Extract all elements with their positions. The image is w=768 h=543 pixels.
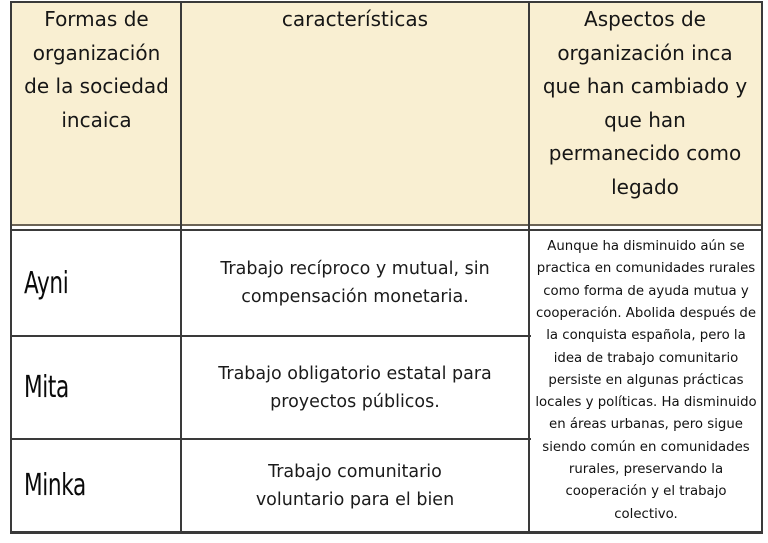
row-minka-form [12, 439, 181, 532]
header-characteristics-text: características [281, 7, 429, 31]
table-border-left [10, 1, 12, 534]
legacy-text: Aunque ha disminuido aún se practica en comunidades rurales como forma de ayuda mutua y cooperación. Abolida después de la conquista española, pero la idea de trabajo comunitario persiste en algunas prácticas locales y políticas. Ha disminuido en áreas urbanas, pero sigue siendo común en comunidades rurales, preservando la cooperación y el trabajo colectivo. [535, 239, 757, 522]
header-legacy-text: Aspectos de organización inca que han cambiado y que han permanecido como legado [542, 7, 748, 199]
form-label: Mita [24, 370, 69, 405]
body-top-line [11, 229, 762, 231]
characteristic-text: Trabajo comunitario voluntario para el bien [255, 461, 455, 510]
header-bottom-line [11, 224, 762, 226]
column-divider-1 [180, 1, 182, 534]
form-label: Minka [24, 468, 86, 503]
table-border-top [11, 1, 762, 3]
row-ayni-characteristic [181, 230, 529, 336]
row-minka-characteristic [181, 439, 529, 532]
header-legacy [529, 2, 761, 225]
characteristic-text: Trabajo recíproco y mutual, sin compensación monetaria. [220, 259, 490, 307]
legacy-cell [531, 230, 761, 532]
row-divider-1 [11, 335, 531, 337]
form-label: Ayni [24, 265, 69, 301]
column-divider-2 [528, 1, 530, 534]
row-ayni-form [12, 230, 181, 336]
header-forms-text: Formas de organización de la sociedad incaica [24, 7, 169, 132]
row-mita-characteristic [181, 336, 529, 439]
row-divider-2 [11, 438, 531, 440]
table-border-right [761, 1, 763, 534]
header-forms [12, 2, 181, 225]
row-mita-form [12, 336, 181, 439]
header-characteristics [181, 2, 529, 225]
table-border-bottom [11, 531, 762, 534]
characteristic-text: Trabajo obligatorio estatal para proyectos públicos. [218, 363, 492, 412]
